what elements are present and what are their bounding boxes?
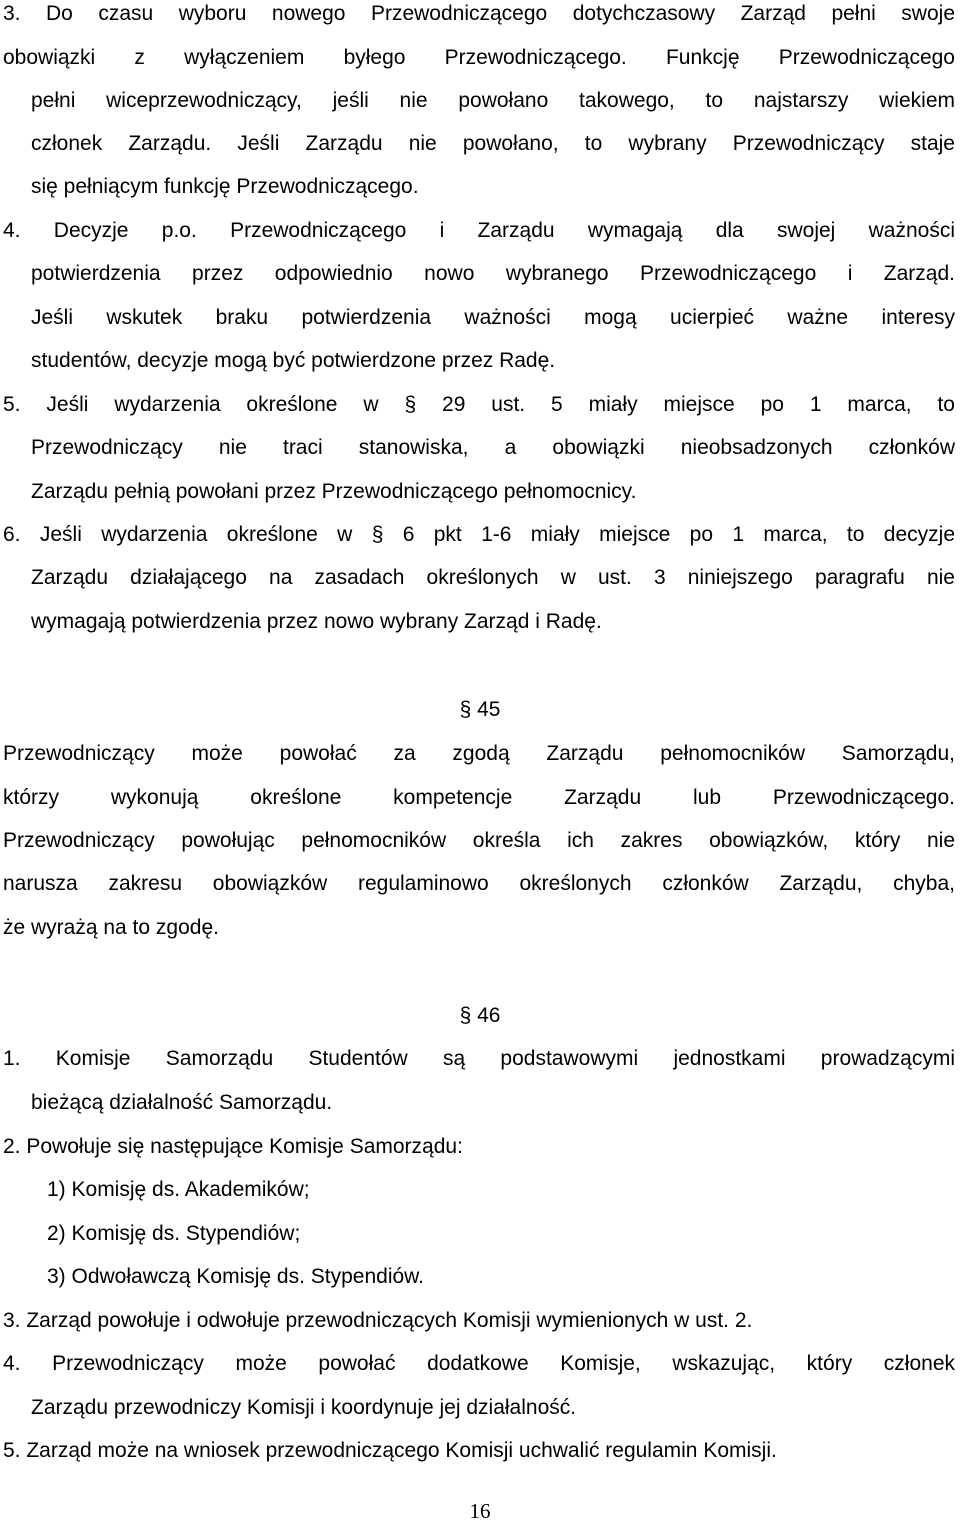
section-46-list-item-3: 3) Odwoławczą Komisję ds. Stypendiów. xyxy=(47,1265,425,1288)
para-3-line-2: obowiązki z wyłączeniem byłego Przewodniczącego. Funkcję Przewodniczącego xyxy=(3,46,955,69)
section-45-line-5: że wyrażą na to zgodę. xyxy=(3,916,219,939)
para-4-line-2: potwierdzenia przez odpowiednio nowo wybranego Przewodniczącego i Zarząd. xyxy=(31,262,955,285)
para-5-line-2: Przewodniczący nie traci stanowiska, a obowiązki nieobsadzonych członków xyxy=(31,436,955,459)
section-46-para-4-line-1: 4. Przewodniczący może powołać dodatkowe Komisje, wskazując, który członek xyxy=(3,1352,955,1375)
para-6-line-1: 6. Jeśli wydarzenia określone w § 6 pkt 1-6 miały miejsce po 1 marca, to decyzje xyxy=(3,523,955,546)
section-45-line-3: Przewodniczący powołując pełnomocników określa ich zakres obowiązków, który nie xyxy=(3,829,955,852)
section-46-title: § 46 xyxy=(459,1004,501,1027)
para-3-line-5: się pełniącym funkcję Przewodniczącego. xyxy=(31,175,419,198)
section-46-para-5: 5. Zarząd może na wniosek przewodniczącego Komisji uchwalić regulamin Komisji. xyxy=(3,1439,777,1462)
para-4-line-3: Jeśli wskutek braku potwierdzenia ważności mogą ucierpieć ważne interesy xyxy=(31,306,955,329)
section-45-line-1: Przewodniczący może powołać za zgodą Zarządu pełnomocników Samorządu, xyxy=(3,742,955,765)
para-4-line-1: 4. Decyzje p.o. Przewodniczącego i Zarządu wymagają dla swojej ważności xyxy=(3,219,955,242)
section-46-list-item-2: 2) Komisję ds. Stypendiów; xyxy=(47,1222,301,1245)
section-45-title: § 45 xyxy=(459,698,501,721)
para-3-line-3: pełni wiceprzewodniczący, jeśli nie powołano takowego, to najstarszy wiekiem xyxy=(31,89,955,112)
para-5-line-1: 5. Jeśli wydarzenia określone w § 29 ust. 5 miały miejsce po 1 marca, to xyxy=(3,393,955,416)
section-45-line-2: którzy wykonują określone kompetencje Zarządu lub Przewodniczącego. xyxy=(3,786,955,809)
para-5-line-3: Zarządu pełnią powołani przez Przewodniczącego pełnomocnicy. xyxy=(31,480,637,503)
section-46-para-4-line-2: Zarządu przewodniczy Komisji i koordynuje jej działalność. xyxy=(31,1396,577,1419)
page-number: 16 xyxy=(469,1499,491,1523)
section-46-para-3: 3. Zarząd powołuje i odwołuje przewodniczących Komisji wymienionych w ust. 2. xyxy=(3,1309,753,1332)
section-46-list-item-1: 1) Komisję ds. Akademików; xyxy=(47,1178,310,1201)
section-46-para-2: 2. Powołuje się następujące Komisje Samorządu: xyxy=(3,1135,463,1158)
para-6-line-2: Zarządu działającego na zasadach określonych w ust. 3 niniejszego paragrafu nie xyxy=(31,566,955,589)
section-46-para-1-line-2: bieżącą działalność Samorządu. xyxy=(31,1091,333,1114)
section-45-line-4: narusza zakresu obowiązków regulaminowo określonych członków Zarządu, chyba, xyxy=(3,872,955,895)
para-3-line-4: członek Zarządu. Jeśli Zarządu nie powołano, to wybrany Przewodniczący staje xyxy=(31,132,955,155)
para-4-line-4: studentów, decyzje mogą być potwierdzone przez Radę. xyxy=(31,349,556,372)
para-3-line-1: 3. Do czasu wyboru nowego Przewodniczącego dotychczasowy Zarząd pełni swoje xyxy=(3,2,955,25)
section-46-para-1-line-1: 1. Komisje Samorządu Studentów są podstawowymi jednostkami prowadzącymi xyxy=(3,1047,955,1070)
para-6-line-3: wymagają potwierdzenia przez nowo wybrany Zarząd i Radę. xyxy=(31,610,602,633)
